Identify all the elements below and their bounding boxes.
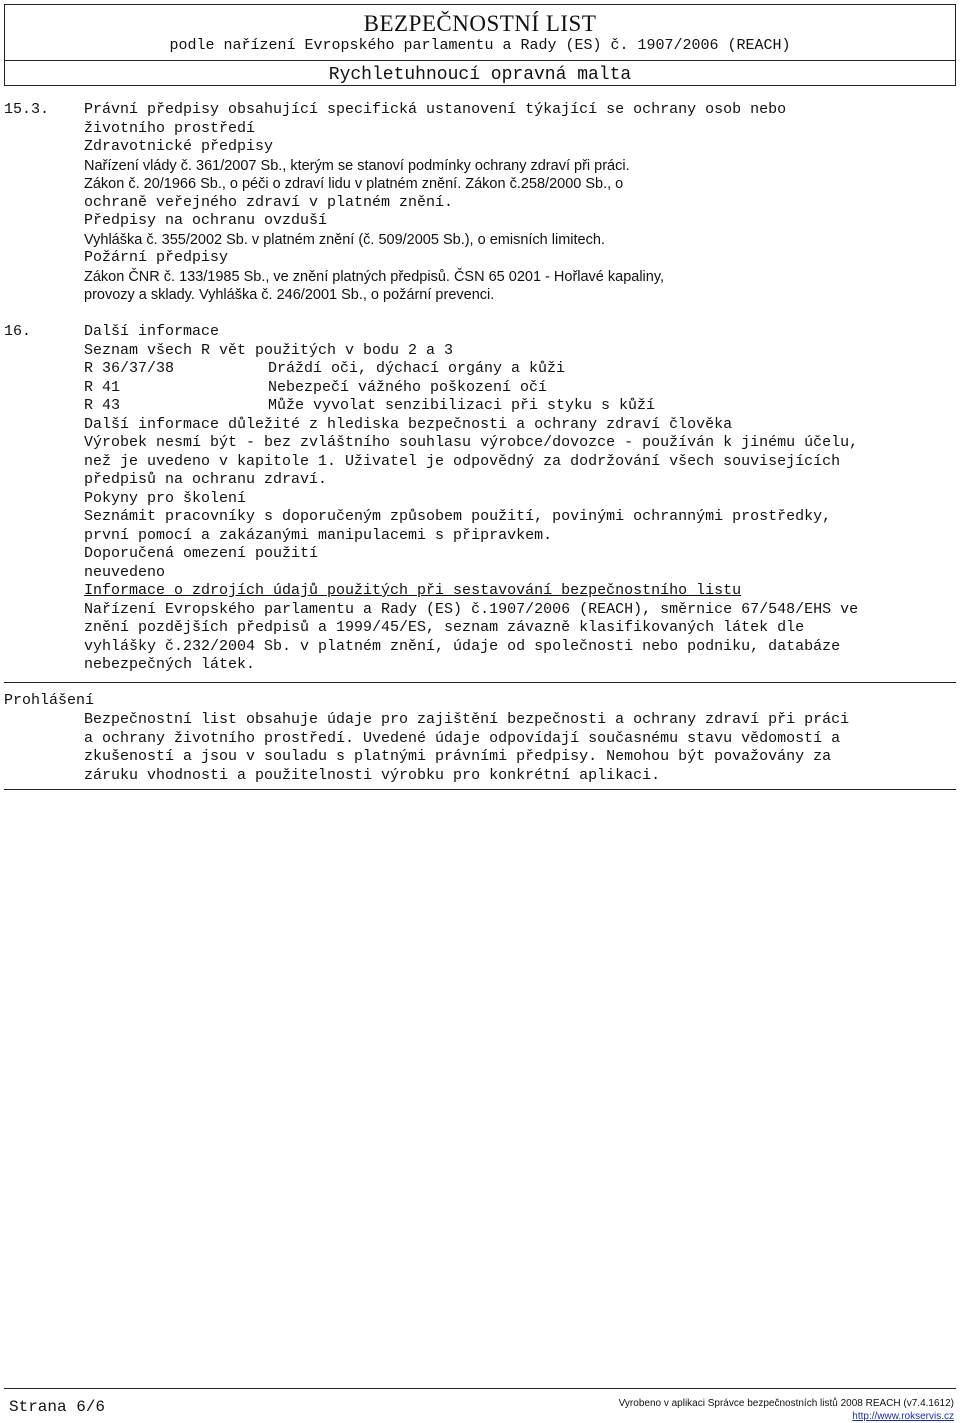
- section-15-3: [84, 101, 956, 305]
- text-line: Zákon ČNR č. 133/1985 Sb., ve znění platných předpisů. ČSN 65 0201 - Hořlavé kapaliny,: [84, 268, 665, 285]
- section-title: Další informace: [84, 323, 220, 340]
- text-line: Výrobek nesmí být - bez zvláštního souhlasu výrobce/dovozce - používán k jinému účelu,: [84, 434, 859, 451]
- text-line: a ochrany životního prostředí. Uvedené údaje odpovídají současnému stavu vědomostí a: [84, 729, 841, 747]
- subheading: Pokyny pro školení: [84, 489, 247, 507]
- r-code: R 36/37/38: [84, 360, 175, 377]
- text-line: vyhlášky č.232/2004 Sb. v platném znění, údaje od společnosti nebo podniku, databáze: [84, 637, 841, 655]
- text-line: první pomocí a zakázanými manipulacemi s připravkem.: [84, 526, 553, 544]
- section-title-cont: životního prostředí: [84, 119, 256, 137]
- r-phrase-row: [84, 397, 956, 416]
- text-line: zkušeností a jsou v souladu s platnými právními předpisy. Nemohou být považovány za: [84, 748, 832, 765]
- header-divider: [5, 60, 955, 61]
- section-title: Právní předpisy obsahující specifická ustanovení týkající se ochrany osob nebo: [84, 101, 787, 118]
- text-line: Seznámit pracovníky s doporučeným způsobem použití, povinými ochrannými prostředky,: [84, 508, 832, 525]
- subheading: Předpisy na ochranu ovzduší: [84, 212, 328, 229]
- text-line: záruku vhodnosti a použitelnosti výrobku pro konkrétní aplikaci.: [84, 766, 661, 784]
- document-subtitle: podle nařízení Evropského parlamentu a Rady (ES) č. 1907/2006 (REACH): [169, 37, 791, 54]
- declaration-body: [84, 711, 956, 785]
- text-line: provozy a sklady. Vyhláška č. 246/2001 Sb., o požární prevenci.: [84, 287, 495, 303]
- r-code: R 43: [84, 397, 121, 414]
- text-line: Nařízení vlády č. 361/2007 Sb., kterým se stanoví podmínky ochrany zdraví při práci.: [84, 157, 630, 174]
- r-phrase-row: [84, 360, 956, 379]
- section-number: 15.3.: [4, 101, 50, 118]
- subheading: Informace o zdrojích údajů použitých při sestavování bezpečnostního listu: [84, 582, 742, 599]
- text-line: znění pozdějších předpisů a 1999/45/ES, seznam závazně klasifikovaných látek dle: [84, 619, 805, 636]
- r-code: R 41: [84, 378, 121, 396]
- section-16: [84, 323, 956, 675]
- text-line: Vyhláška č. 355/2002 Sb. v platném znění (č. 509/2005 Sb.), o emisních limitech.: [84, 231, 605, 248]
- text-line: Zákon č. 20/1966 Sb., o péči o zdraví lidu v platném znění. Zákon č.258/2000 Sb., o: [84, 176, 624, 192]
- section-number: 16.: [4, 323, 32, 340]
- section-divider: [4, 789, 956, 790]
- r-text: Nebezpečí vážného poškození očí: [268, 378, 548, 396]
- generator-note: [619, 1397, 954, 1423]
- text-line: než je uvedeno v kapitole 1. Uživatel je odpovědný za dodržování všech souvisejících: [84, 452, 841, 470]
- subheading: Další informace důležité z hlediska bezpečnosti a ochrany zdraví člověka: [84, 415, 733, 433]
- text-line: neuvedeno: [84, 563, 166, 581]
- text-line: nebezpečných látek.: [84, 656, 256, 673]
- section-divider: [4, 682, 956, 683]
- subheading: Zdravotnické předpisy: [84, 138, 274, 155]
- text-line: Nařízení Evropského parlamentu a Rady (ES) č.1907/2006 (REACH), směrnice 67/548/EHS ve: [84, 600, 859, 618]
- r-phrase-row: [84, 379, 956, 398]
- subheading: Požární předpisy: [84, 249, 229, 266]
- subheading: Seznam všech R vět použitých v bodu 2 a 3: [84, 341, 454, 359]
- product-name: Rychletuhnoucí opravná malta: [328, 65, 632, 85]
- document-title: BEZPEČNOSTNÍ LIST: [363, 11, 597, 36]
- r-text: Může vyvolat senzibilizaci při styku s kůží: [268, 397, 656, 414]
- text-line: předpisů na ochranu zdraví.: [84, 471, 328, 488]
- text-line: Bezpečnostní list obsahuje údaje pro zajištění bezpečnosti a ochrany zdraví při práci: [84, 711, 850, 728]
- page-number: Strana 6/6: [9, 1398, 106, 1416]
- generator-text: Vyrobeno v aplikaci Správce bezpečnostních listů 2008 REACH (v7.4.1612): [618, 1398, 954, 1409]
- document-header: [4, 4, 956, 86]
- website-link[interactable]: http://www.rokservis.cz: [852, 1411, 954, 1422]
- declaration-title: Prohlášení: [4, 692, 95, 709]
- footer-divider: [4, 1388, 956, 1389]
- text-line: ochraně veřejného zdraví v platném znění.: [84, 193, 454, 211]
- r-text: Dráždí oči, dýchací orgány a kůži: [268, 360, 566, 377]
- subheading: Doporučená omezení použití: [84, 545, 319, 562]
